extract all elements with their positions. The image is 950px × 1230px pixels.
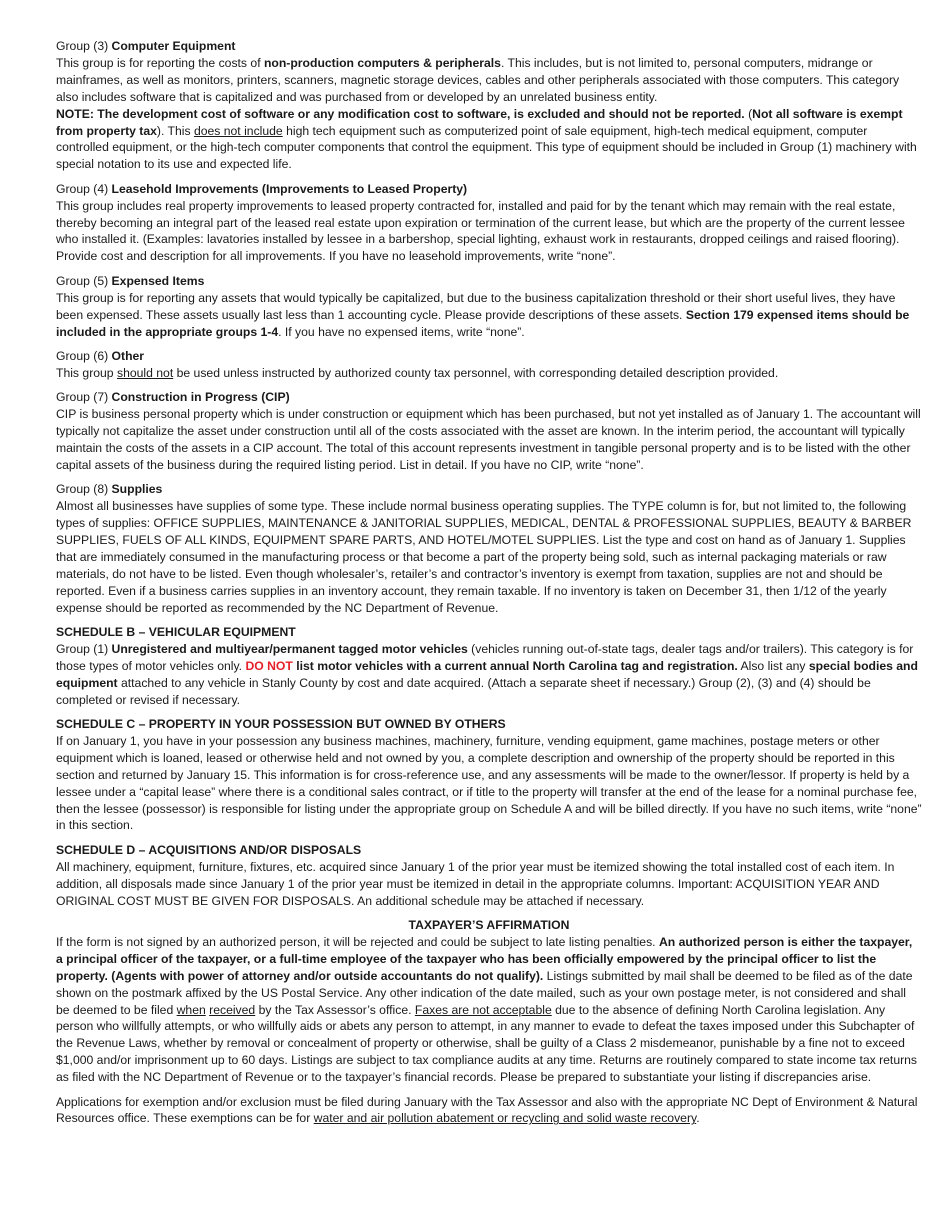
affirmation-section	[56, 917, 922, 1086]
schedule-d-section	[56, 842, 922, 910]
group-8-section	[56, 481, 922, 616]
group-4-section	[56, 181, 922, 266]
schedule-c-body: If on January 1, you have in your possession any business machines, machinery, furniture, vending equipment, game machines, postage meters or other equipment which is loaned, leased or otherwise held and not owned by you, a complete description and ownership of the property should be reported in this section and returned by January 15. This information is for cross-reference use, and any assessments will be made to the owner/lessor. If property is held by a lessee under a “capital lease” where there is a conditional sales contract, or if title to the property will transfer at the end of the lease for a nominal purchase fee, then the lessee (possessor) is responsible for listing under the appropriate group on Schedule A and will be billed directly. If you have no such items, write “none” in this section.	[56, 733, 922, 833]
group-4-title: Leasehold Improvements (Improvements to Leased Property)	[111, 181, 468, 196]
group-5-title: Expensed Items	[111, 273, 205, 288]
group-4-body: This group includes real property improvements to leased property contracted for, installed and paid for by the tenant which may remain with the real estate, thereby becoming an integral part of the leased real estate upon expiration or termination of the current lease, but which are the property of the current lessee who installed it. (Examples: lavatories installed by lessee in a barbershop, special lighting, exhaust work in restaurants, dropped ceilings and raised flooring). Provide cost and description for all improvements. If you have no leasehold improvements, write “none”.	[56, 198, 905, 264]
group-5-body: This group is for reporting any assets that would typically be capitalized, but due to the business capitalization threshold or their short useful lives, they have been expensed. These assets usually last less than 1 accounting cycle. Please provide descriptions of these assets. Section 179 expensed items should be included in the appropriate groups 1-4. If you have no expensed items, write “none”.	[56, 290, 910, 339]
group-7-heading: Group (7) Construction in Progress (CIP)	[56, 390, 290, 405]
group-3-section	[56, 38, 922, 173]
group-3-title: Computer Equipment	[111, 39, 236, 53]
affirmation-heading: TAXPAYER’S AFFIRMATION	[408, 918, 570, 932]
do-not-warning: DO NOT	[245, 658, 293, 673]
group-8-title: Supplies	[111, 482, 163, 497]
group-7-section	[56, 389, 922, 474]
group-8-heading: Group (8) Supplies	[56, 482, 163, 497]
schedule-b-heading: SCHEDULE B – VEHICULAR EQUIPMENT	[56, 625, 296, 639]
group-6-body: This group should not be used unless instructed by authorized county tax personnel, with corresponding detailed description provided.	[56, 365, 779, 380]
group-6-title: Other	[111, 348, 145, 363]
group-7-title: Construction in Progress (CIP)	[111, 390, 290, 405]
group-3-heading: Group (3) Computer Equipment	[56, 39, 236, 53]
software-note: NOTE: The development cost of software or any modification cost to software, is excluded and should not be reported.	[56, 106, 745, 121]
schedule-d-heading: SCHEDULE D – ACQUISITIONS AND/OR DISPOSALS	[56, 842, 362, 857]
group-3-body: This group is for reporting the costs of non-production computers & peripherals. This includes, but is not limited to, personal computers, midrange or mainframes, as well as monitors, printers, scanners, magnetic storage devices, cables and other peripherals associated with those computers. This category also includes software that is capitalized and was purchased from or developed by an unrelated business entity. NOTE: The development cost of software or any modification cost to software, is excluded and should not be reported. (Not all software is exempt from property tax). This does not include high tech equipment such as computerized point of sale equipment, high-tech medical equipment, computer controlled equipment, or the high-tech computer components that control the equipment. This type of equipment should be included in Group (1) machinery with special notation to its use and expected life.	[56, 55, 917, 172]
schedule-c-section	[56, 716, 922, 834]
group-5-heading: Group (5) Expensed Items	[56, 273, 205, 288]
exemption-section	[56, 1094, 922, 1128]
group-6-heading: Group (6) Other	[56, 348, 145, 363]
schedule-b-section	[56, 624, 922, 709]
affirmation-body: If the form is not signed by an authorized person, it will be rejected and could be subject to late listing penalties. An authorized person is either the taxpayer, a principal officer of the taxpayer, or a full-time employee of the taxpayer who has been officially empowered by the principal officer to list the property. (Agents with power of attorney and/or outside accountants do not qualify). Listings submitted by mail shall be deemed to be filed as of the date shown on the postmark affixed by the US Postal Service. Any other indication of the date mailed, such as your own postage meter, is not considered and shall be deemed to be filed when received by the Tax Assessor’s office. Faxes are not acceptable due to the absence of defining North Carolina legislation. Any person who willfully attempts, or who willfully aids or abets any person to attempt, in any manner to evade to defeat the taxes imposed under this Subchapter of the Revenue Laws, whether by removal or concealment of property or otherwise, shall be guilty of a Class 2 misdemeanor, punishable by a fine not to exceed $1,000 and/or imprisonment up to 60 days. Listings are subject to tax compliance audits at any time. Returns are routinely compared to state income tax returns as filed with the NC Department of Revenue or to the taxpayer’s financial records. Please be prepared to substantiate your listing if discrepancies arise.	[56, 934, 918, 1085]
group-8-body: Almost all businesses have supplies of some type. These include normal business operating supplies. The TYPE column is for, but not limited to, the following types of supplies: OFFICE SUPPLIES, MAINTENANCE & JANITORIAL SUPPLIES, MEDICAL, DENTAL & PROFESSIONAL SUPPLIES, BEAUTY & BARBER SUPPLIES, FUELS OF ALL KINDS, EQUIPMENT SPARE PARTS, AND HOTEL/MOTEL SUPPLIES. List the type and cost on hand as of January 1. Supplies that are immediately consumed in the manufacturing process or that become a part of the property being sold, such as internal packaging materials or raw materials, do not have to be listed. Even though wholesaler’s, retailer’s and contractor’s inventory is exempt from taxation, supplies are not and should be reported. Even if a business carries supplies in an inventory account, they remain taxable. If no inventory is taken on December 31, then 1/12 of the yearly expense should be reported as recommended by the NC Department of Revenue.	[56, 499, 912, 615]
group-5-section	[56, 273, 922, 341]
schedule-b-body: Group (1) Unregistered and multiyear/permanent tagged motor vehicles (vehicles running out-of-state tags, dealer tags and/or trailers). This category is for those types of motor vehicles only. DO NOT list motor vehicles with a current annual North Carolina tag and registration. Also list any special bodies and equipment attached to any vehicle in Stanly County by cost and date acquired. (Attach a separate sheet if necessary.) Group (2), (3) and (4) should be completed or revised if necessary.	[56, 641, 918, 707]
schedule-c-heading: SCHEDULE C – PROPERTY IN YOUR POSSESSION BUT OWNED BY OTHERS	[56, 717, 506, 732]
group-4-heading: Group (4) Leasehold Improvements (Improvements to Leased Property)	[56, 181, 468, 196]
group-7-body: CIP is business personal property which is under construction or equipment which has been purchased, but not yet installed as of January 1. The accountant will typically not capitalize the asset under construction until all of the costs associated with the asset are known. In the interim period, the accountant will typically maintain the costs of the assets in a CIP account. The total of this account represents investment in tangible personal property and is to be listed with the other capital assets of the business during the required listing period. List in detail. If you have no CIP, write “none”.	[56, 407, 921, 472]
exemption-body: Applications for exemption and/or exclusion must be filed during January with the Tax Assessor and also with the appropriate NC Dept of Environment & Natural Resources office. These exemptions can be for water and air pollution abatement or recycling and solid waste recovery.	[56, 1094, 918, 1126]
group-6-section	[56, 348, 922, 382]
schedule-d-body: All machinery, equipment, furniture, fixtures, etc. acquired since January 1 of the prior year must be itemized showing the total installed cost of each item. In addition, all disposals made since January 1 of the prior year must be itemized in detail in the appropriate columns. Important: ACQUISITION YEAR AND ORIGINAL COST MUST BE GIVEN FOR DISPOSALS. An additional schedule may be attached if necessary.	[56, 859, 895, 908]
